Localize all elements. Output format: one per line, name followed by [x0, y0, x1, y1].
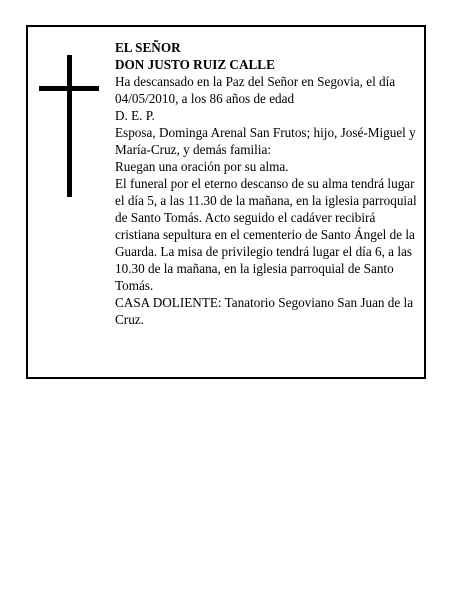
funeral-home: CASA DOLIENTE: Tanatorio Segoviano San Juan de la Cruz. — [115, 295, 414, 327]
notice-title-line-1: EL SEÑOR — [115, 40, 181, 55]
notice-text — [115, 39, 423, 328]
latin-cross-icon — [39, 55, 99, 197]
obituary-notice — [26, 25, 426, 379]
funeral-details: El funeral por el eterno descanso de su alma tendrá lugar el día 5, a las 11.30 de la mañana, en la iglesia parroquial de Santo Tomás. Acto seguido el cadáver recibirá cristiana sepultura en el cementerio de Santo Ángel de la Guarda. La misa de privilegio tendrá lugar el día 6, a las 10.30 de la mañana, en la iglesia parroquial de Santo Tomás. — [115, 176, 417, 293]
death-statement: Ha descansado en la Paz del Señor en Segovia, el día 04/05/2010, a los 86 años de edad — [115, 74, 396, 106]
cross-horizontal-bar — [39, 86, 99, 91]
cross-vertical-bar — [67, 55, 72, 197]
prayer-request: Ruegan una oración por su alma. — [115, 159, 289, 174]
rest-in-peace: D. E. P. — [115, 108, 155, 123]
family-members: Esposa, Dominga Arenal San Frutos; hijo, José-Miguel y María-Cruz, y demás familia: — [115, 125, 416, 157]
deceased-name: DON JUSTO RUIZ CALLE — [115, 57, 275, 72]
